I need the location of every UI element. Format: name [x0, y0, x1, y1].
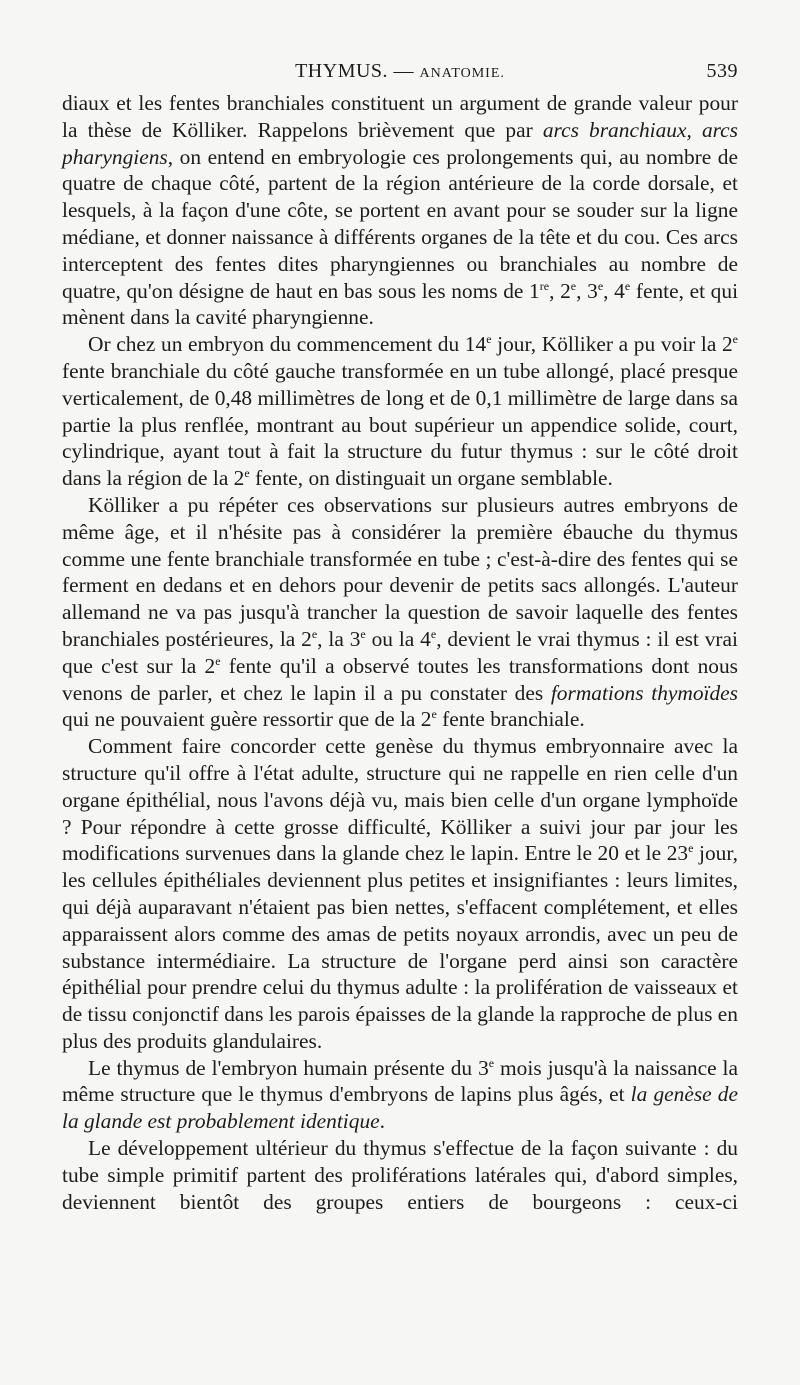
paragraph-4 — [62, 733, 738, 1055]
text-run: jour, Kölliker a pu voir la 2 — [491, 332, 733, 357]
text-run: fente, et qui mènent dans la cavité pharyngienne. — [62, 278, 739, 330]
running-head — [62, 60, 738, 86]
paragraph-5 — [62, 1055, 738, 1135]
superscript: e — [624, 278, 631, 293]
text-run: fente branchiale du côté gauche transformée en un tube allongé, placé presque verticalement, de 0,48 millimètres de long et de 0,1 millimètre de large dans sa partie la plus renflée, montrant au bout supérieur un appendice solide, court, cylindrique, ayant tout à fait la structure du futur thymus : sur le côté droit dans la région de la 2 — [62, 358, 738, 491]
superscript: e — [215, 653, 221, 668]
text-run: , on entend en embryologie ces prolongements qui, au nombre de quatre de chaque côté, partent de la région antérieure de la corde dorsale, et lesquels, à la façon d'une côte, se portent en avant pour se souder sur la ligne médiane, et donner naissance à différents organes de la tête et du cou. Ces arcs interceptent des fentes dites pharyngiennes ou branchiales au nombre de quatre, qu'on désigne de haut en bas sous les noms de 1 — [62, 144, 738, 303]
superscript: e — [688, 841, 694, 856]
text-run: , la 3 — [317, 626, 361, 651]
running-head-title — [62, 60, 738, 83]
text-run: Le thymus de l'embryon humain présente du 3 — [88, 1055, 489, 1080]
superscript: e — [360, 626, 366, 641]
superscript: e — [732, 332, 738, 347]
italic-phrase: la genèse de la glande est probablement identique — [62, 1082, 738, 1134]
text-run: Le développement ultérieur du thymus s'effectue de la façon suivante : du tube simple primitif partent des proliférations latérales qui, d'abord simples, deviennent bientôt des groupes entiers de bourgeons : ceux-ci — [62, 1136, 738, 1214]
text-run: , devient le vrai thymus : il est vrai que c'est sur la 2 — [62, 626, 738, 678]
running-head-dash: — — [388, 60, 420, 82]
text-run: Comment faire concorder cette genèse du thymus embryonnaire avec la structure qu'il offre à l'état adulte, structure qui ne rappelle en rien celle d'un organe épithélial, nous l'avons déjà vu, mais bien celle d'un organe lymphoïde ? Pour répondre à cette grosse difficulté, Kölliker a suivi jour par jour les modifications survenues dans la glande chez le lapin. Entre le 20 et le 23 — [62, 734, 738, 866]
text-run: fente qu'il a observé toutes les transformations dont nous venons de parler, et chez le lapin il a pu constater des — [62, 653, 739, 705]
text-run: Or chez un embryon du commencement du 14 — [88, 332, 487, 357]
superscript: e — [430, 626, 437, 641]
text-run: , 4 — [603, 278, 625, 303]
text-run: diaux et les fentes branchiales constituent un argument de grande valeur pour la thèse de Kölliker. Rappelons brièvement que par — [62, 91, 738, 142]
text-run: . — [379, 1109, 385, 1134]
paragraph-3 — [62, 492, 738, 733]
superscript: e — [597, 278, 604, 293]
body-text — [62, 90, 738, 1215]
text-run: mois jusqu'à la naissance la même structure que le thymus d'embryons de lapins plus âgés, et — [62, 1055, 738, 1107]
text-run: , 3 — [576, 278, 598, 303]
superscript: e — [431, 707, 437, 722]
superscript: e — [311, 626, 318, 641]
text-run: jour, les cellules épithéliales deviennent plus petites et insignifiantes : leurs limites, qui déjà auparavant n'étaient pas bien nettes, s'effacent complétement, et elles apparaissent alors comme des amas de petits noyaux arrondis, avec un peu de substance intermédiaire. La structure de l'organe perd ainsi son caractère épithélial pour prendre celui du thymus adulte : la prolifération de vaisseaux et de tissu conjonctif dans les parois épaisses de la glande la rapproche de plus en plus des produits glandulaires. — [62, 841, 738, 1053]
superscript: e — [488, 1055, 495, 1070]
text-run: ou la 4 — [365, 626, 431, 651]
superscript: e — [244, 466, 250, 481]
text-run: fente branchiale. — [436, 707, 585, 732]
paragraph-2 — [62, 331, 738, 492]
italic-term: arcs branchiaux, arcs pharyngiens — [62, 117, 738, 169]
paragraph-1 — [62, 90, 738, 331]
document-page — [62, 60, 738, 1215]
superscript: re — [539, 278, 550, 293]
page-number: 539 — [706, 60, 738, 82]
italic-term: formations thymoïdes — [550, 680, 738, 705]
running-head-chapter: THYMUS. — [295, 60, 389, 82]
text-run: qui ne pouvaient guère ressortir que de la 2 — [62, 707, 432, 732]
running-head-section: ANATOMIE. — [419, 66, 505, 81]
superscript: e — [570, 278, 577, 293]
text-run: Kölliker a pu répéter ces observations sur plusieurs autres embryons de même âge, et il n'hésite pas à considérer la première ébauche du thymus comme une fente branchiale transformée en tube ; c'est-à-dire des fentes qui se ferment en dedans et en dehors pour devenir de petits sacs allongés. L'auteur allemand ne va pas jusqu'à trancher la question de savoir laquelle des fentes branchiales postérieures, la 2 — [62, 492, 738, 651]
superscript: e — [486, 332, 492, 347]
text-run: fente, on distinguait un organe semblable. — [249, 466, 613, 491]
text-run: , 2 — [549, 278, 571, 303]
paragraph-6 — [62, 1135, 738, 1215]
